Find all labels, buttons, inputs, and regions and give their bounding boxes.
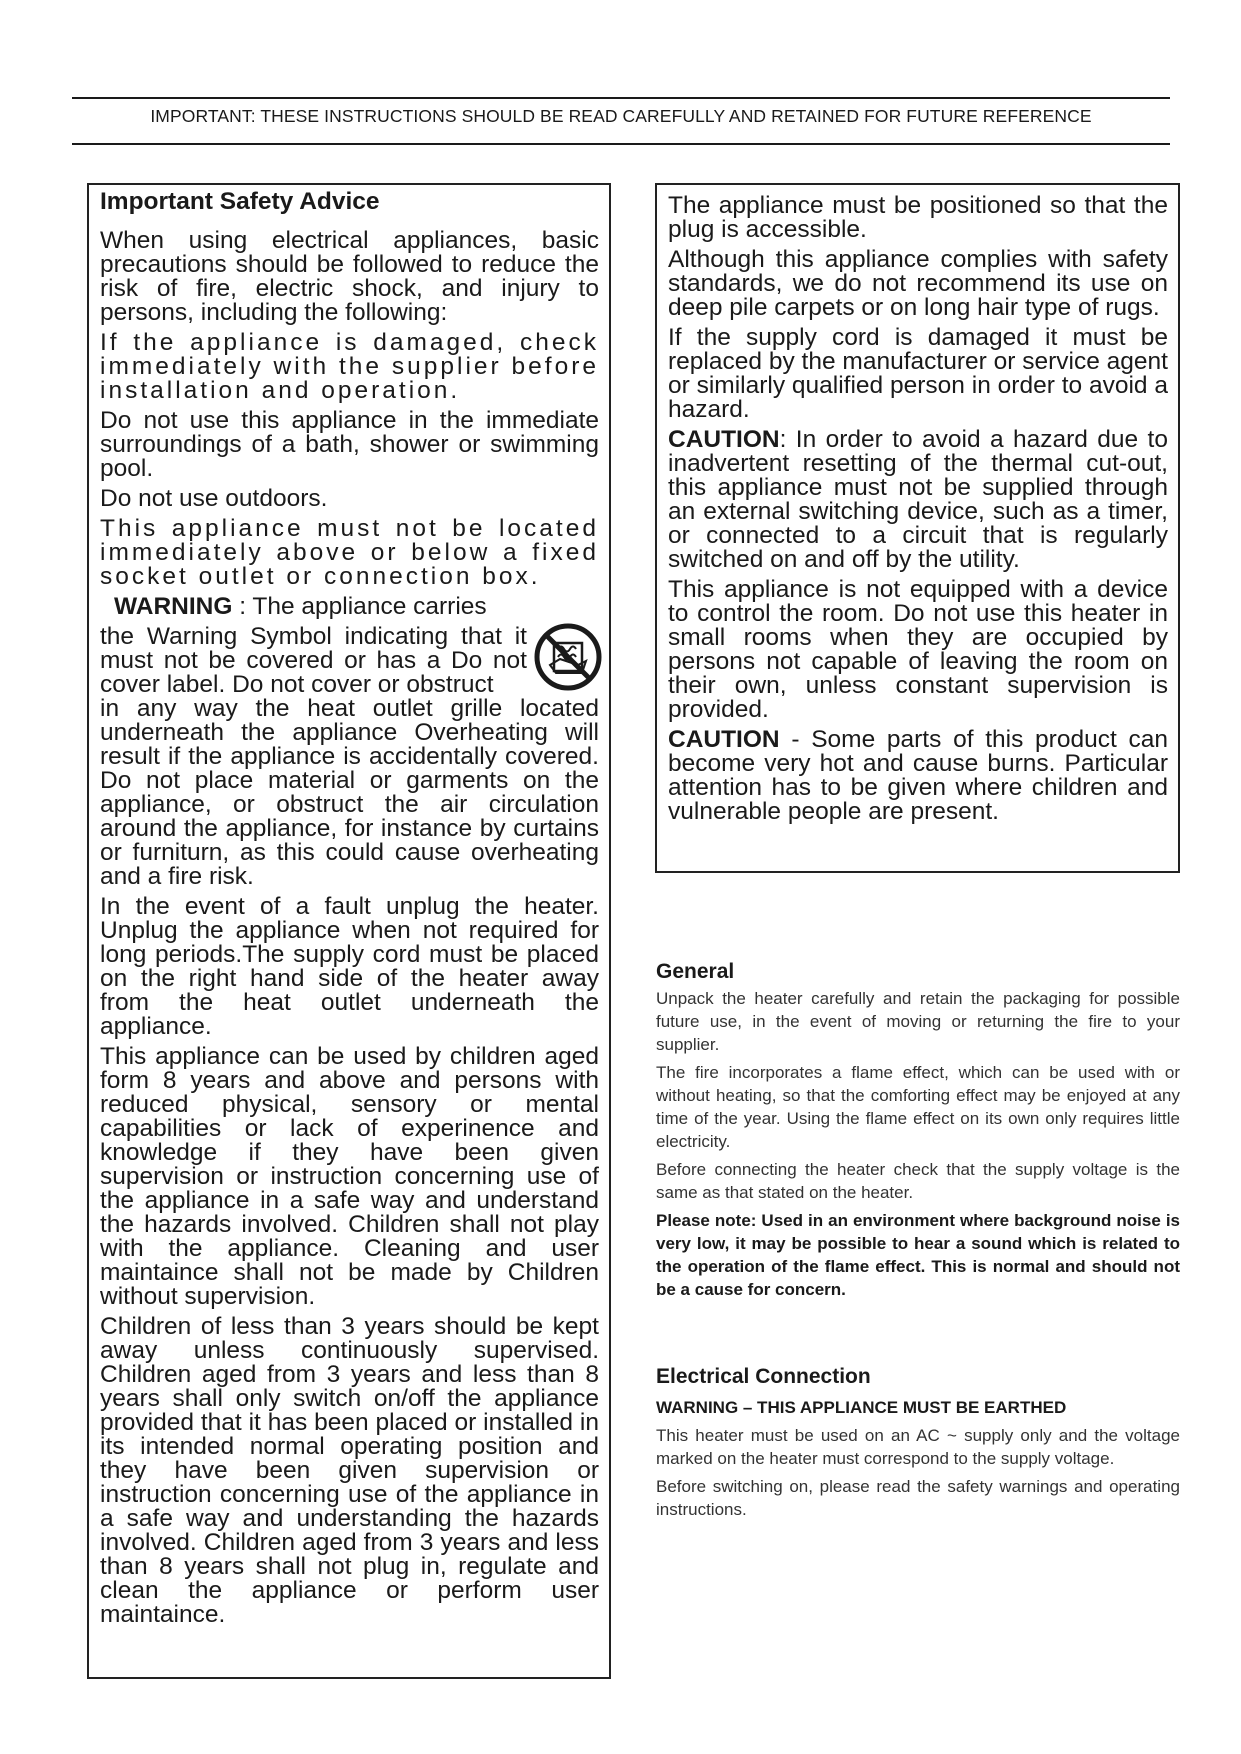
safety-warning-symbol-text: the Warning Symbol indicating that it must not be covered or has a Do not cover label. Do not cover or obstruct: [100, 623, 527, 698]
safety-bath: Do not use this appliance in the immediate surroundings of a bath, shower or swimming pool.: [100, 407, 599, 482]
caution-thermal-text: : In order to avoid a hazard due to inadvertent resetting of the thermal cut-out, this appliance must not be supplied through an external switching device, such as a timer, or connected to a circuit that is regularly switched on and off by the utility.: [668, 426, 1168, 573]
caution-room: This appliance is not equipped with a device to control the room. Do not use this heater in small rooms when they are occupied by persons not capable of leaving the room on their own, unless constant supervision is provided.: [668, 576, 1168, 723]
caution-carpets: Although this appliance complies with safety standards, we do not recommend its use on deep pile carpets or on long hair type of rugs.: [668, 246, 1168, 321]
caution-hot: [668, 728, 1168, 824]
general-section: [656, 960, 1180, 1306]
caution-hot-text: - Some parts of this product can become very hot and cause burns. Particular attention has to be given where children and vulnerable people are present.: [668, 726, 1168, 825]
electrical-supply: This heater must be used on an AC ~ supply only and the voltage marked on the heater must correspond to the supply voltage.: [656, 1426, 1180, 1468]
caution-label-2: CAUTION: [668, 726, 780, 753]
do-not-cover-symbol-icon: [533, 621, 603, 693]
caution-thermal: [668, 428, 1168, 572]
caution-plug: The appliance must be positioned so that the plug is accessible.: [668, 192, 1168, 243]
safety-warning-line: [100, 595, 599, 619]
safety-advice-box: [87, 183, 611, 1679]
general-unpack: Unpack the heater carefully and retain the packaging for possible future use, in the event of moving or returning the fire to your supplier.: [656, 989, 1180, 1054]
warning-symbol-block: [100, 625, 599, 697]
safety-warning-lead: : The appliance carries: [232, 593, 487, 620]
general-flame: The fire incorporates a flame effect, which can be used with or without heating, so that the comforting effect may be enjoyed at any time of the year. Using the flame effect on its own only requires little electricity.: [656, 1063, 1180, 1151]
safety-children-3: Children of less than 3 years should be kept away unless continuously supervised. Children aged from 3 years and less than 8 years shall only switch on/off the appliance provided that it has been placed or installed in its intended normal operating position and they have been given supervision or instruction concerning use of the appliance in a safe way and understanding the hazards involved. Children aged from 3 years and less than 8 years shall not plug in, regulate and clean the appliance or perform user maintaince.: [100, 1313, 599, 1628]
caution-label-1: CAUTION: [668, 426, 780, 453]
safety-damaged: If the appliance is damaged, check immediately with the supplier before installation and operation.: [100, 329, 599, 404]
safety-warning-label: WARNING: [114, 593, 233, 620]
electrical-warning: WARNING – THIS APPLIANCE MUST BE EARTHED: [656, 1398, 1067, 1417]
electrical-section: [656, 1365, 1180, 1526]
safety-children-8: This appliance can be used by children aged form 8 years and above and persons with reduced physical, sensory or mental capabilities or lack of experinence and knowledge if they have been given supervision or instruction concerning use of the appliance in a safe way and understand the hazards involved. Children shall not play with the appliance. Cleaning and user maintaince shall not be made by Children without supervision.: [100, 1043, 599, 1310]
safety-warning-rest: in any way the heat outlet grille located underneath the appliance Overheating will result if the appliance is accidentally covered. Do not place material or garments on the appliance, or obstruct the air circulation around the appliance, for instance by curtains or furniturn, as this could cause overheating and a fire risk.: [100, 695, 599, 890]
safety-fault: In the event of a fault unplug the heater. Unplug the appliance when not required for long periods.The supply cord must be placed on the right hand side of the heater away from the heat outlet underneath the appliance.: [100, 893, 599, 1040]
electrical-before-switching: Before switching on, please read the safety warnings and operating instructions.: [656, 1477, 1180, 1519]
header-notice: IMPORTANT: THESE INSTRUCTIONS SHOULD BE READ CAREFULLY AND RETAINED FOR FUTURE REFERENCE: [150, 106, 1092, 126]
safety-socket: This appliance must not be located immediately above or below a fixed socket outlet or connection box.: [100, 515, 599, 590]
safety-outdoors: Do not use outdoors.: [100, 485, 328, 512]
safety-title: Important Safety Advice: [100, 188, 380, 215]
header-bottom-rule: [72, 143, 1170, 145]
caution-box: [655, 183, 1180, 873]
general-note: Please note: Used in an environment where background noise is very low, it may be possible to hear a sound which is related to the operation of the flame effect. This is normal and should not be a cause for concern.: [656, 1211, 1180, 1299]
electrical-title: Electrical Connection: [656, 1365, 871, 1388]
safety-intro: When using electrical appliances, basic precautions should be followed to reduce the risk of fire, electric shock, and injury to persons, including the following:: [100, 227, 599, 326]
general-voltage: Before connecting the heater check that the supply voltage is the same as that stated on the heater.: [656, 1160, 1180, 1202]
caution-cord: If the supply cord is damaged it must be replaced by the manufacturer or service agent or similarly qualified person in order to avoid a hazard.: [668, 324, 1168, 423]
general-title: General: [656, 960, 735, 983]
header-top-rule: [72, 97, 1170, 99]
